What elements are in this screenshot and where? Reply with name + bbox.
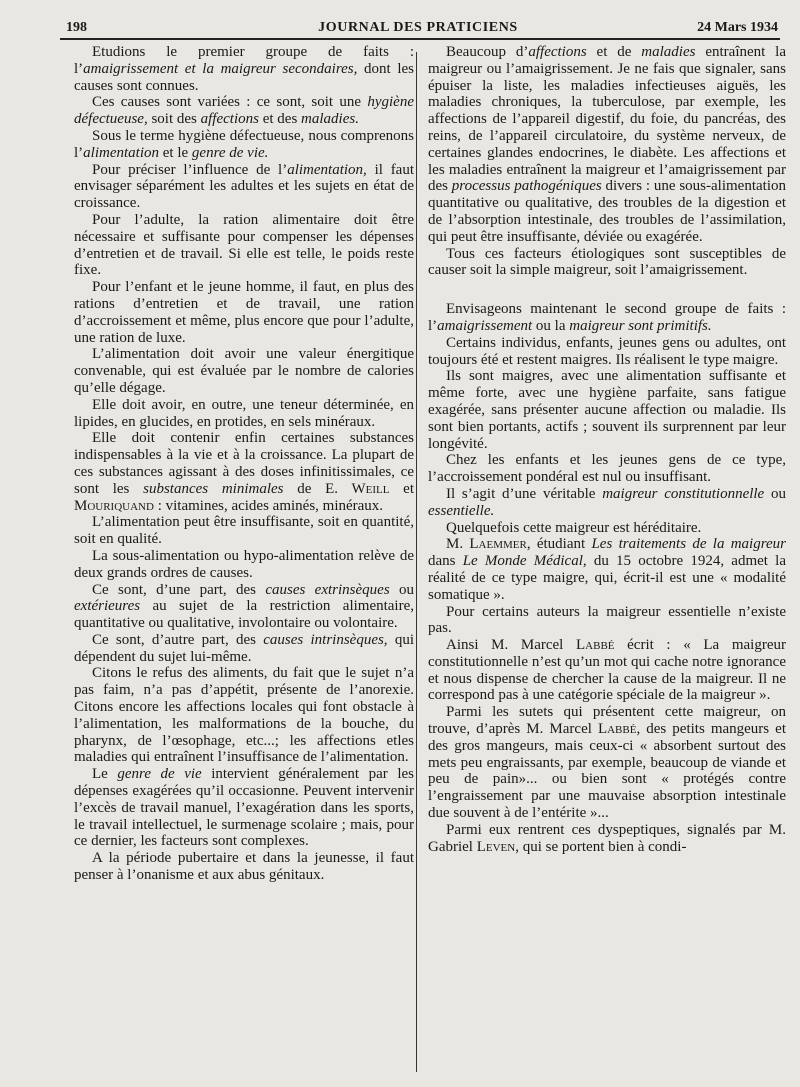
text-run: Chez les enfants et les jeunes gens de ce type, l’accroissement pondéral est nul ou insuffisant.	[428, 452, 786, 486]
paragraph	[74, 44, 414, 94]
paragraph	[74, 430, 414, 514]
italic-text: amaigrissement et la maigreur secondaires,	[83, 60, 358, 77]
paragraph	[428, 637, 786, 704]
paragraph	[428, 452, 786, 486]
author-name: Laemmer,	[469, 536, 531, 553]
paragraph	[428, 604, 786, 638]
issue-date: 24 Mars 1934	[697, 20, 778, 35]
text-run: ou	[389, 581, 414, 598]
text-run: au sujet de la restriction alimentaire, quantitative ou qualitative, involontaire ou volontaire.	[74, 598, 414, 632]
paragraph	[428, 486, 786, 520]
text-run: divers : une sous-alimentation quantitative ou qualitative, des troubles de la digestion et de l’absorption intestinale, des troubles de l’assimilation, qui peut être insuffisante, déviée ou exagérée.	[428, 178, 786, 245]
author-name: E. Weill	[325, 480, 390, 497]
text-run: Il s’agit d’une véritable	[446, 485, 603, 502]
text-run: Pour préciser l’influence de l’	[92, 161, 288, 178]
text-run: Sous le terme hygiène défectueuse, nous comprenons l’	[74, 127, 414, 161]
text-run: et	[389, 480, 414, 497]
text-run: qui se portent bien à condi-	[518, 838, 687, 855]
text-run: Pour l’enfant et le jeune homme, il faut, en plus des rations d’entretien et de travail, une ration d’accroissement et même, plus encore que pour l’adulte, une ration de luxe.	[74, 279, 414, 346]
author-name: Mouriquand	[74, 497, 154, 514]
text-run: A la période pubertaire et dans la jeunesse, il faut penser à l’onanisme et aux abus génitaux.	[74, 850, 414, 884]
paragraph	[74, 632, 414, 666]
author-name: Labbé	[576, 637, 615, 654]
italic-text: Le Monde Médical,	[462, 553, 587, 570]
text-run: Beaucoup d’	[446, 44, 529, 60]
paragraph	[74, 94, 414, 128]
text-run: Pour l’adulte, la ration alimentaire doit être nécessaire et suffisante pour compenser les dépenses d’entretien et de travail. Si elle est telle, le poids reste fixe.	[74, 211, 414, 279]
paragraph	[428, 44, 786, 246]
header-rule	[60, 38, 780, 40]
left-column	[74, 44, 414, 884]
text-run: ou	[764, 485, 786, 502]
text-run: Tous ces facteurs étiologiques sont susceptibles de causer soit la simple maigreur, soit l’amaigrissement.	[428, 245, 786, 279]
italic-text: Les traitements de la maigreur	[591, 536, 786, 553]
paragraph	[74, 212, 414, 279]
italic-text: genre de vie	[117, 766, 202, 783]
italic-text: substances minimales	[143, 480, 284, 497]
italic-text: essentielle.	[428, 502, 495, 519]
text-run: dans	[428, 553, 463, 570]
text-run: étudiant	[530, 536, 592, 553]
paragraph	[74, 346, 414, 396]
text-run: Certains individus, enfants, jeunes gens ou adultes, ont toujours été et restent maigres. Ils réalisent le type maigre.	[428, 334, 786, 368]
text-run: ou la	[532, 317, 570, 334]
paragraph	[74, 548, 414, 582]
italic-text: processus pathogéniques	[451, 178, 602, 195]
text-run: Ce sont, d’une part, des	[92, 581, 266, 598]
paragraph	[74, 850, 414, 884]
text-run: : vitamines, acides aminés, minéraux.	[153, 497, 384, 514]
italic-text: maladies	[641, 44, 696, 60]
column-divider	[416, 52, 417, 1072]
text-run: Le	[92, 766, 118, 783]
paragraph	[428, 822, 786, 856]
text-run: Elle doit avoir, en outre, une teneur déterminée, en lipides, en glucides, en protides, en sels minéraux.	[74, 396, 414, 430]
section-gap	[428, 279, 786, 301]
italic-text: maigreur constitutionnelle	[602, 485, 765, 502]
paragraph	[428, 246, 786, 280]
text-run: et des	[258, 111, 302, 128]
italic-text: genre de vie.	[191, 144, 269, 161]
text-run: du 15 octobre 1924, admet la réalité de ce type maigre, qui, écrit-il est une « modalité somatique ».	[428, 553, 786, 603]
italic-text: hygiène défectueuse,	[74, 94, 414, 128]
text-run: Pour certains auteurs la maigreur essentielle n’existe pas.	[428, 603, 786, 637]
text-run: de	[283, 480, 326, 497]
italic-text: amaigrissement	[437, 317, 533, 334]
italic-text: causes intrinsèques,	[263, 631, 388, 648]
text-run: L’alimentation doit avoir une valeur énergitique convenable, qui est évaluée par le nombre de calories qu’elle dégage.	[74, 346, 414, 396]
italic-text: maladies.	[301, 111, 359, 128]
italic-text: alimentation,	[287, 161, 367, 178]
text-run: Ils sont maigres, avec une alimentation suffisante et même forte, avec une hygiène parfaite, sans fatigue exagérée, sans présenter aucune affection ou maladie. Ils sont bien portants, actifs ; souvent ils surprennent par leur longévité.	[428, 368, 786, 452]
text-run: M.	[446, 536, 470, 553]
text-run: Ce sont, d’autre part, des	[92, 631, 264, 648]
paragraph	[74, 665, 414, 766]
text-run: Parmi les sutets qui présentent cette maigreur, on trouve, d’après M. Marcel	[428, 704, 786, 738]
text-run: Etudions le premier groupe de faits : l’	[74, 44, 414, 77]
text-run: et de	[586, 44, 642, 60]
text-run: Quelquefois cette maigreur est héréditaire.	[446, 519, 702, 536]
italic-text: causes extrinsèques	[265, 581, 390, 598]
text-run: La sous-alimentation ou hypo-alimentation relève de deux grands ordres de causes.	[74, 547, 414, 581]
paragraph	[428, 301, 786, 335]
text-run: dont les causes sont connues.	[74, 60, 414, 94]
text-run: écrit : « La maigreur constitutionnelle n’est qu’un mot qui cache notre ignorance et nous dispense de chercher la cause de la maigreur. Il ne correspond pas à une catégorie spéciale de la maigreur ».	[428, 637, 786, 704]
italic-text: alimentation	[83, 144, 159, 161]
text-run: entraînent la maigreur ou l’amaigrissement. Je ne fais que signaler, sans épuiser la liste, les maladies infectieuses aiguës, les maladies chroniques, la tuberculose, par exemple, les affections de l’appareil digestif, du foie, du pancréas, des reins, de l’appareil circulatoire, du système nerveux, de certaines glandes endocrines, le diabète. Les affections et les maladies entraînent la maigreur et l’amaigrissement par des	[428, 44, 787, 195]
text-run: Ainsi M. Marcel	[446, 637, 576, 654]
text-run: Citons le refus des aliments, du fait que le sujet n’a pas faim, n’a pas d’appétit, présente de l’anorexie. Citons encore les affections locales qui font obstacle à l’alimentation, les malformations de la bouche, du pharynx, de l’œsophage, etc...; les affections etles maladies qui entraînent l’insuffisance de l’alimentation.	[74, 665, 414, 766]
text-run: Envisageons maintenant le second groupe de faits : l’	[428, 301, 786, 334]
right-column	[428, 44, 786, 855]
italic-text: extérieures	[74, 598, 141, 615]
paragraph	[74, 397, 414, 431]
paragraph	[74, 582, 414, 632]
text-run: des petits mangeurs et des gros mangeurs, mais ceux-ci « absorbent surtout des mets peu engraissants, par exemple, beaucoup de viande et peu de pain»... ou bien sont « protégés contre l’engraissement par une mauvaise absorption intestinale due souvent à de l’entérite »...	[428, 721, 787, 822]
text-run: intervient généralement par les dépenses exagérées qu’il occasionne. Peuvent intervenir l’excès de travail manuel, l’exagération dans les sports, le travail intellectuel, le surmenage scolaire ; mais, pour ce dernier, les facteurs sont complexes.	[74, 766, 414, 850]
paragraph	[74, 279, 414, 346]
text-run: L’alimentation peut être insuffisante, soit en quantité, soit en qualité.	[74, 514, 414, 548]
author-name: Leven,	[476, 838, 519, 855]
paragraph	[428, 368, 786, 452]
page-number: 198	[66, 20, 87, 35]
text-run: soit des	[147, 111, 201, 128]
text-run: Elle doit contenir enfin certaines substances indispensables à la vie et à la croissance. La plupart de ces substances agissant à des doses infinitissimales, ce sont les	[74, 430, 414, 497]
journal-title: JOURNAL DES PRATICIENS	[318, 20, 518, 35]
paragraph	[428, 536, 786, 603]
paragraph	[428, 520, 786, 537]
italic-text: affections	[528, 44, 587, 60]
running-header	[58, 14, 778, 38]
text-run: qui dépendent du sujet lui-même.	[74, 631, 414, 665]
paragraph	[74, 128, 414, 162]
paragraph	[428, 704, 786, 822]
text-run: Parmi eux rentrent ces dyspeptiques, signalés par M. Gabriel	[428, 821, 786, 855]
text-run: et le	[159, 144, 192, 161]
italic-text: maigreur sont primitifs.	[569, 317, 712, 334]
paragraph	[428, 335, 786, 369]
author-name: Labbé,	[597, 721, 641, 738]
paragraph	[74, 766, 414, 850]
paragraph	[74, 514, 414, 548]
text-run: il faut envisager séparément les adultes et les sujets en état de croissance.	[74, 161, 415, 212]
text-run: Ces causes sont variées : ce sont, soit une	[92, 94, 368, 111]
paragraph	[74, 162, 414, 212]
italic-text: affections	[200, 111, 259, 128]
